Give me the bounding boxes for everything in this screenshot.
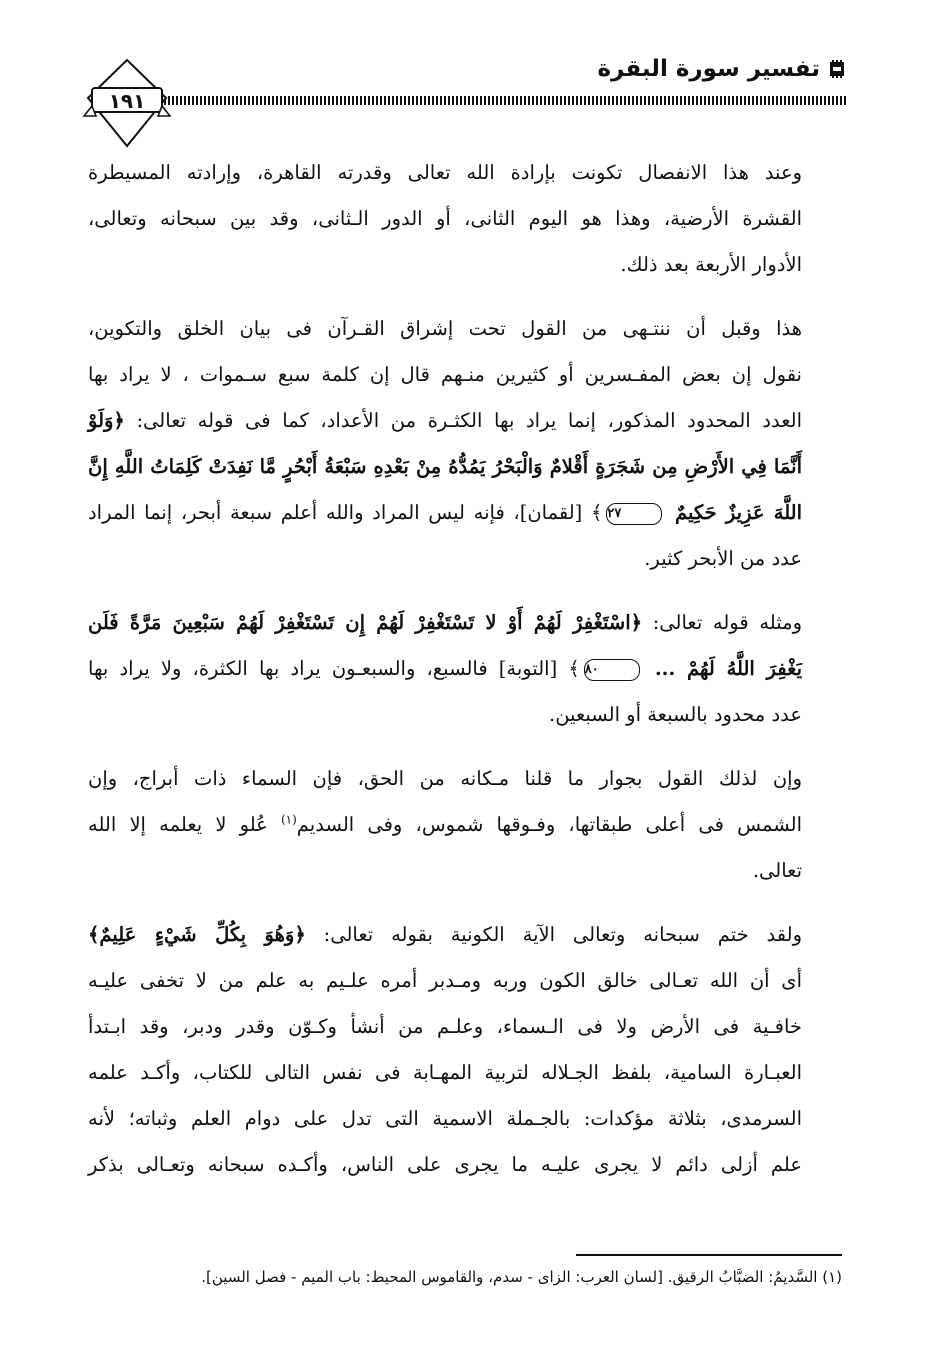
text-segment: ومثله قوله تعالى:	[652, 611, 802, 634]
verse-text: يَغْفِرَ اللَّهُ لَهُمْ ...	[654, 657, 803, 680]
paragraph-5	[88, 912, 842, 1188]
text-line: عدد من الأبحر كثير.	[644, 547, 802, 570]
paragraph-2	[88, 306, 842, 582]
verse-text: اللَّهَ عَزِيزٌ حَكِيمٌ	[675, 501, 803, 524]
verse-close: ﴾	[590, 501, 603, 524]
verse-close: ﴾	[568, 657, 580, 680]
body-text	[88, 150, 842, 1206]
footnote-reference[interactable]: (١)	[280, 812, 297, 827]
verse-line: أَنَّمَا فِي الأَرْضِ مِن شَجَرَةٍ أَقْلامٌ وَالْبَحْرُ يَمُدُّهُ مِنْ بَعْدِهِ سَبْعَةُ أَبْحُرٍ مَّا نَفِدَتْ كَلِمَاتُ اللَّهِ إِنَّ	[88, 455, 802, 478]
text-line	[88, 646, 842, 692]
surah-reference: [التوبة] فالسبع، والسبعـون يراد بها الكثرة، ولا يراد بها	[88, 657, 558, 680]
verse-number-marker: ٢٧	[606, 503, 662, 525]
text-line: السرمدى، بثلاثة مؤكدات: بالجـملة الاسمية التى تدل على دوام العلم وثباته؛ لأنه	[88, 1107, 802, 1130]
running-title-text: تفسير سورة البقرة	[597, 56, 820, 82]
page-number: ١٩١	[108, 89, 146, 113]
text-line: عدد محدود بالسبعة أو السبعين.	[549, 703, 802, 726]
paragraph-3	[88, 600, 842, 738]
verse-text: ﴿وَهُوَ بِكُلِّ شَيْءٍ عَلِيمٌ﴾	[88, 923, 306, 946]
text-segment: عُلو لا يعلمه إلا الله	[88, 813, 268, 836]
verse-text: ﴿اسْتَغْفِرْ لَهُمْ أَوْ لا تَسْتَغْفِرْ لَهُمْ إِن تَسْتَغْفِرْ لَهُمْ سَبْعِينَ مَرَّةً فَلَن	[88, 611, 643, 634]
text-line: علم أزلى دائم لا يجرى عليـه ما يجرى على الناس، وأكـده سبحانه وتعـالى بذكر	[88, 1153, 802, 1176]
text-line: القشرة الأرضية، وهذا هو اليوم الثانى، أو الدور الـثانى، وقد بين سبحانه وتعالى،	[88, 207, 802, 230]
text-line: وإن لذلك القول بجوار ما قلنا مـكانه من الحق، فإن السماء ذات أبراج، وإن	[88, 767, 802, 790]
verse-opening: ﴿وَلَوْ	[88, 409, 125, 432]
text-line: خافـية فى الأرض ولا فى الـسماء، وعلـم من أنشأ وكـوّن وقدر ودبر، وقد ابـتدأ	[88, 1015, 802, 1038]
footnote: (١) السَّديمُ: الضبَّابُ الرقيق. [لسان العرب: الزاى - سدم، والقاموس المحيط: باب الميم - فصل السين].	[201, 1268, 842, 1286]
text-line: تعالى.	[752, 859, 802, 882]
footnote-divider	[576, 1254, 842, 1256]
text-line: أى أن الله تعـالى خالق الكون وربه ومـدبر أمره علـيم به علم من لا تخفى عليـه	[88, 969, 802, 992]
text-line	[88, 600, 842, 646]
surah-reference: [لقمان]، فإنه ليس المراد والله أعلم سبعة أبحر، إنما المراد	[88, 501, 583, 524]
text-line	[88, 912, 842, 958]
verse-number-marker: ٨٠	[584, 659, 640, 681]
running-title	[597, 56, 846, 82]
text-line: وعند هذا الانفصال تكونت بإرادة الله تعالى وقدرته القاهرة، وإرادته المسيطرة	[88, 161, 802, 184]
header-rule	[160, 96, 846, 105]
paragraph-4	[88, 756, 842, 894]
text-line: العبـارة السامية، بلفظ الجـلاله لتربية المهـابة فى نفس التالى للكتاب، وأكـد علمه	[88, 1061, 802, 1084]
ornament-icon	[828, 59, 846, 79]
paragraph-1	[88, 150, 842, 288]
text-line: نقول إن بعض المفـسرين أو كثيرين منـهم قال إن كلمة سبع سـموات ، لا يراد بها	[88, 363, 802, 386]
text-line	[88, 490, 842, 536]
text-segment: العدد المحدود المذكور، إنما يراد بها الكثـرة من الأعداد، كما فى قوله تعالى:	[136, 409, 802, 432]
text-line	[88, 398, 842, 444]
text-line	[88, 802, 842, 848]
text-segment: الشمس فى أعلى طبقاتها، وفـوقها شموس، وفى السديم	[296, 813, 803, 836]
text-segment: ولقد ختم سبحانه وتعالى الآية الكونية بقوله تعالى:	[323, 923, 803, 946]
text-line: الأدوار الأربعة بعد ذلك.	[620, 253, 802, 276]
text-line: هذا وقبل أن ننتـهى من القول تحت إشراق القـرآن فى بيان الخلق والتكوين،	[88, 317, 802, 340]
